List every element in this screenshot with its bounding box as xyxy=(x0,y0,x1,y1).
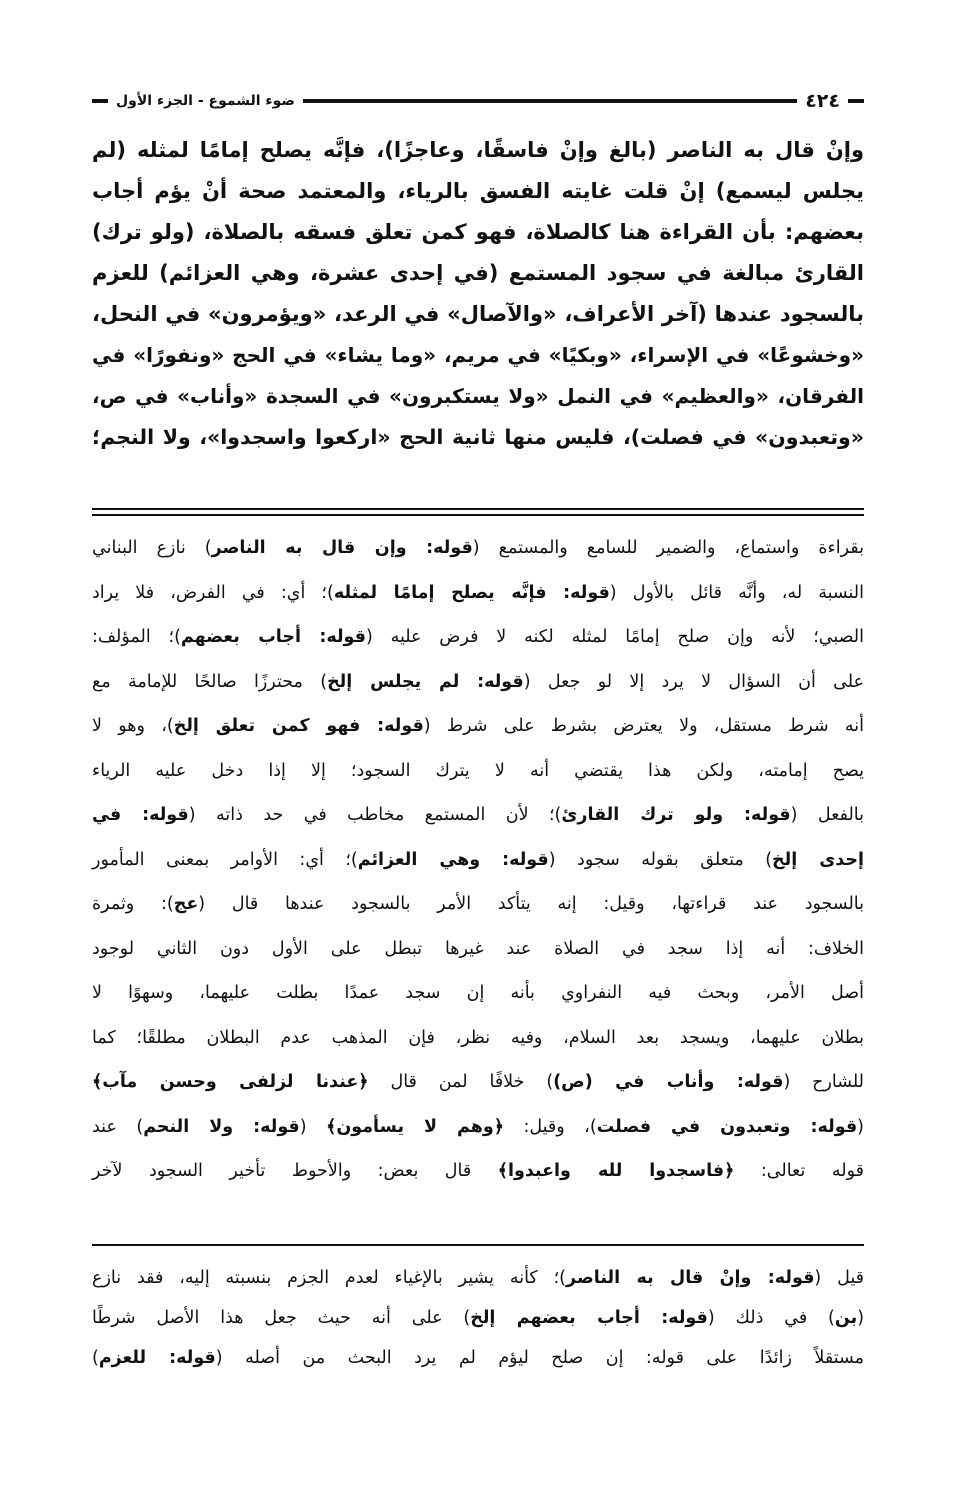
text-line xyxy=(92,526,864,571)
main-text xyxy=(92,130,864,458)
text-segment: أنه شرط مستقل، ولا يعترض بشرط على شرط ( xyxy=(423,716,864,736)
text-segment: )؛ كأنه يشير بالإغياء لعدم الجزم بنسبته إليه، فقد نازع xyxy=(92,1268,566,1288)
bold-segment: قوله: ولو ترك القارئ xyxy=(561,805,791,825)
text-segment: ) نازع البناني xyxy=(92,538,212,558)
text-line xyxy=(92,171,864,212)
header-dash xyxy=(92,99,108,103)
bold-segment: ﴿عندنا لزلفى وحسن مآب﴾ xyxy=(92,1072,369,1092)
bold-segment: بالسجود عندها (آخر الأعراف، «والآصال» في الرعد، «ويؤمرون» في النحل، xyxy=(92,302,864,326)
text-segment: الخلاف: أنه إذا سجد في الصلاة عند غيرها تبطل على الأول دون الثاني لوجود xyxy=(92,938,864,959)
text-segment: ) متعلق بقوله سجود ( xyxy=(548,849,773,870)
text-segment: قوله تعالى: xyxy=(734,1161,864,1181)
text-line xyxy=(92,660,864,705)
running-header xyxy=(92,88,864,114)
text-segment: يصح إمامته، ولكن هذا يقتضي أنه لا يترك السجود؛ إلا إذا دخل عليه الرياء xyxy=(92,760,864,781)
text-segment: ) عند xyxy=(92,1116,144,1137)
bold-segment: قوله: وإن قال به الناصر xyxy=(211,538,473,558)
text-segment: قال بعض: والأحوط تأخير السجود لآخر xyxy=(92,1161,498,1181)
bold-segment: قوله: أجاب بعضهم إلخ xyxy=(470,1308,708,1328)
text-line xyxy=(92,749,864,794)
text-line xyxy=(92,927,864,972)
text-segment: قيل ( xyxy=(814,1268,864,1288)
text-segment: )، وهو لا xyxy=(92,716,174,736)
bold-segment: قوله: وهي العزائم xyxy=(357,849,549,870)
text-segment: ) في ذلك ( xyxy=(707,1308,835,1328)
text-segment: الصبي؛ لأنه وإن صلح إمامًا لمثله لكنه لا فرض عليه ( xyxy=(365,627,864,647)
text-segment: ) على أنه حيث جعل هذا الأصل شرطًا xyxy=(92,1308,471,1328)
bold-segment: بن xyxy=(834,1308,858,1328)
text-segment: بالفعل ( xyxy=(790,805,864,825)
text-line xyxy=(92,335,864,376)
text-segment: ) خلافًا لمن قال xyxy=(368,1072,554,1092)
bold-segment: يجلس ليسمع) إنْ قلت غايته الفسق بالرياء، والمعتمد صحة أنْ يؤم أجاب xyxy=(92,179,864,203)
bold-segment: ﴿وهم لا يسأمون﴾ xyxy=(326,1116,505,1137)
bold-segment: إحدى إلخ xyxy=(772,849,864,870)
text-line xyxy=(92,1258,864,1298)
text-line xyxy=(92,253,864,294)
bold-segment: قوله: في xyxy=(92,805,189,825)
bold-segment: عج xyxy=(173,894,199,914)
text-line xyxy=(92,1298,864,1338)
footnote-text xyxy=(92,1258,864,1378)
text-segment: بطلان عليهما، ويسجد بعد السلام، وفيه نظر، فإن المذهب عدم البطلان مطلقًا؛ كما xyxy=(92,1027,864,1048)
text-segment: )؛ أي: في الفرض، فلا يراد xyxy=(92,582,334,603)
bold-segment: «وتعبدون» في فصلت)، فليس منها ثانية الحج «اركعوا واسجدوا»، ولا النجم؛ xyxy=(92,425,864,449)
text-line xyxy=(92,1105,864,1150)
bold-segment: بعضهم: بأن القراءة هنا كالصلاة، فهو كمن تعلق فسقه بالصلاة، (ولو ترك) xyxy=(92,220,864,244)
text-line xyxy=(92,212,864,253)
text-segment: بقراءة واستماع، والضمير للسامع والمستمع ( xyxy=(472,538,864,558)
text-line xyxy=(92,130,864,171)
bold-segment: قوله: وتعبدون في فصلت xyxy=(596,1116,858,1137)
text-segment: ): وثمرة xyxy=(92,894,174,914)
text-line xyxy=(92,882,864,927)
header-rule xyxy=(303,99,797,103)
bold-segment: قوله: فإنَّه يصلح إمامًا لمثله xyxy=(333,582,610,603)
separator-rule-top xyxy=(92,508,864,510)
bold-segment: قوله: وأناب في (ص) xyxy=(553,1072,784,1092)
bold-segment: قوله: للعزم xyxy=(98,1348,216,1368)
text-line xyxy=(92,1016,864,1061)
text-segment: ( xyxy=(299,1116,327,1137)
text-segment: ) محترزًا صالحًا للإمامة مع xyxy=(92,671,328,692)
text-line xyxy=(92,1149,864,1194)
bold-segment: وإنْ قال به الناصر (بالغ وإنْ فاسقًا، وعاجزًا)، فإنَّه يصلح إمامًا لمثله (لم xyxy=(92,138,864,162)
separator-rule-bottom xyxy=(92,514,864,516)
text-segment: )؛ المؤلف: xyxy=(92,627,181,647)
bold-segment: قوله: ولا النحم xyxy=(143,1116,300,1137)
commentary-text xyxy=(92,526,864,1194)
text-segment: )؛ لأن المستمع مخاطب في حد ذاته ( xyxy=(188,805,562,825)
text-line xyxy=(92,294,864,335)
text-segment: النسبة له، وأنَّه قائل بالأول ( xyxy=(609,582,865,603)
bold-segment: القارئ مبالغة في سجود المستمع (في إحدى عشرة، وهي العزائم) للعزم xyxy=(92,261,864,285)
text-line xyxy=(92,1338,864,1378)
text-segment: أصل الأمر، وبحث فيه النفراوي بأنه إن سجد عمدًا بطلت عليهما، وسهوًا لا xyxy=(92,983,864,1003)
text-segment: بالسجود عند قراءتها، وقيل: إنه يتأكد الأمر بالسجود عندها قال ( xyxy=(198,894,864,914)
text-segment: للشارح ( xyxy=(783,1072,864,1092)
text-line xyxy=(92,417,864,458)
bold-segment: قوله: وإنْ قال به الناصر xyxy=(566,1268,815,1288)
text-segment: )؛ أي: الأوامر بمعنى المأمور xyxy=(92,849,358,870)
text-line xyxy=(92,376,864,417)
bold-segment: ﴿فاسجدوا لله واعبدوا﴾ xyxy=(497,1161,735,1181)
bold-segment: قوله: فهو كمن تعلق إلخ xyxy=(173,716,424,736)
text-line xyxy=(92,615,864,660)
text-segment: ( xyxy=(857,1308,865,1328)
text-line xyxy=(92,1060,864,1105)
bold-segment: قوله: أجاب بعضهم xyxy=(180,627,366,647)
page-number: ٤٢٤ xyxy=(805,90,840,112)
text-segment: مستقلاً زائدًا على قوله: إن صلح ليؤم لم يرد البحث من أصله ( xyxy=(215,1348,864,1368)
text-line xyxy=(92,704,864,749)
text-line xyxy=(92,793,864,838)
bold-segment: «وخشوعًا» في الإسراء، «وبكيًا» في مريم، «وما يشاء» في الحج «ونفورًا» في xyxy=(92,343,864,367)
bold-segment: قوله: لم يجلس إلخ xyxy=(327,671,524,692)
text-segment: ( xyxy=(857,1116,864,1137)
header-dash xyxy=(848,99,864,103)
text-line xyxy=(92,838,864,883)
text-line xyxy=(92,571,864,616)
book-title: ضوء الشموع - الجزء الأول xyxy=(116,93,295,109)
footnote-rule xyxy=(92,1244,864,1246)
text-segment: على أن السؤال لا يرد إلا لو جعل ( xyxy=(523,671,865,692)
text-line xyxy=(92,971,864,1016)
bold-segment: الفرقان، «والعظيم» في النمل «ولا يستكبرون» في السجدة «وأناب» في ص، xyxy=(92,384,864,408)
text-segment: ) xyxy=(92,1348,99,1368)
text-segment: )، وقيل: xyxy=(504,1116,597,1137)
